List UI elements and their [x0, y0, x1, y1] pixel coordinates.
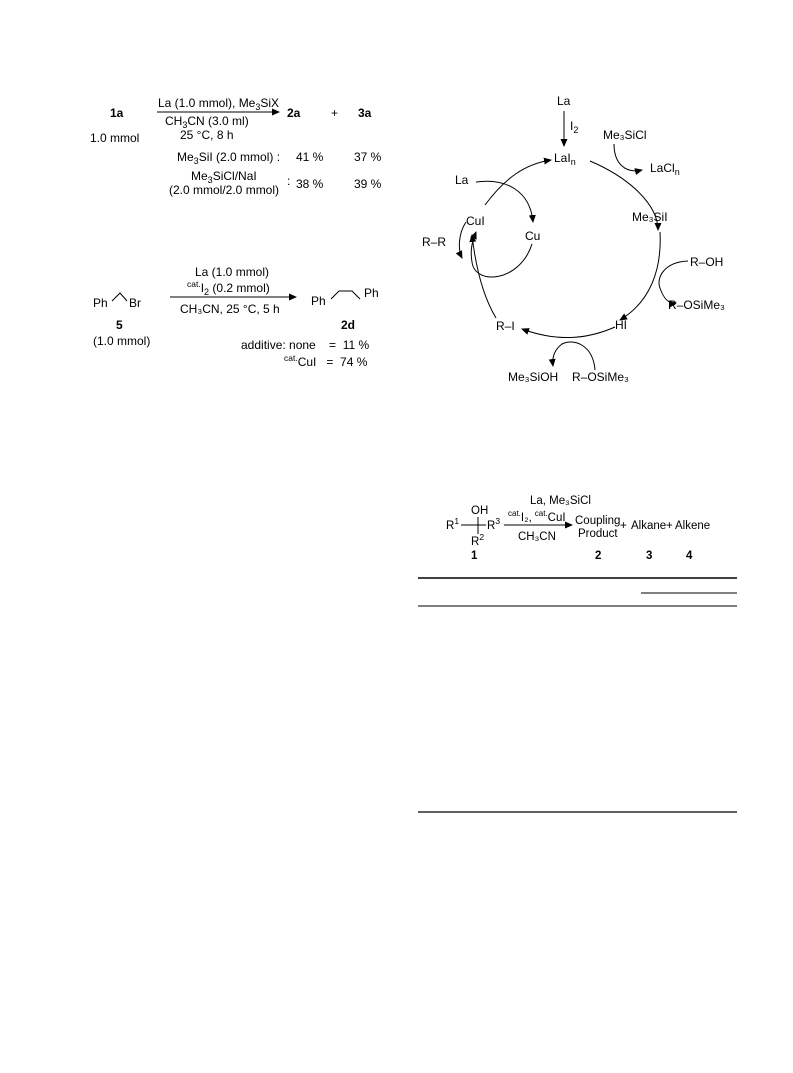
cycle-arc-me3sii-to-hi: [620, 232, 660, 320]
reactant-1a-amount: 1.0 mmol: [90, 131, 140, 145]
cycle-rosime3-bottom: R–OSiMe₃: [572, 370, 629, 384]
cycle-i2: $I_2$: [570, 119, 579, 135]
product-2d-id: 2d: [341, 318, 356, 332]
catalytic-cycle: [422, 94, 725, 384]
roh-to-rosime3-arrow: [659, 261, 688, 303]
table-rules: [418, 578, 737, 812]
product2d-bonds: [331, 291, 360, 299]
scheme3-plus-2: +: [666, 520, 673, 532]
alkane-label: Alkane: [631, 520, 667, 532]
cycle-cui: CuI: [466, 214, 485, 228]
product2d-ph-right: Ph: [364, 286, 379, 300]
cycle-la-top: La: [557, 94, 571, 108]
scheme1-plus: +: [331, 106, 339, 120]
cycle-hi: HI: [615, 318, 627, 332]
compound-id-1: 1: [471, 550, 478, 562]
scheme-1: [90, 96, 382, 197]
cycle-ri: R–I: [496, 319, 515, 333]
scheme3-condition-reagents: La, Me₃SiCl: [530, 495, 591, 507]
scheme-3: [446, 495, 710, 562]
cycle-me3sicl: Me₃SiCl: [603, 128, 647, 142]
cycle-arc-hi-to-ri: [522, 327, 615, 338]
scheme3-plus-1: +: [620, 520, 627, 532]
cycle-lain: LaI$_n$: [554, 151, 576, 167]
row1-yield-2a: 41 %: [296, 150, 324, 164]
row1-yield-3a: 37 %: [354, 150, 382, 164]
row1-reagent-label: $Me_3SiI$ (2.0 mmol) :: [177, 150, 281, 166]
product-2a: 2a: [287, 106, 301, 120]
coupling-label-line1: Coupling: [575, 515, 621, 527]
reactant5-ph: Ph: [93, 296, 108, 310]
row2-yield-2a: 38 %: [296, 177, 324, 191]
additive-none-row: additive: none = 11 %: [241, 338, 370, 352]
substrate-r3: $R^3$: [487, 516, 501, 532]
compound-id-2: 2: [595, 550, 602, 562]
reactant5-bonds: [112, 293, 127, 301]
row2-colon: :: [287, 174, 291, 188]
scheme2-condition-iodine: $^{cat.}I_2$ (0.2 mmol): [187, 279, 270, 297]
coupling-label-line2: Product: [578, 528, 618, 540]
cycle-rr: R–R: [422, 235, 447, 249]
substrate-r2: $R^2$: [471, 532, 485, 548]
cycle-arc-ri-to-cui: [472, 235, 496, 318]
product-3a: 3a: [358, 106, 372, 120]
scheme1-condition-solvent: $CH_3CN$ (3.0 ml): [165, 114, 249, 130]
reactant-5-id: 5: [116, 318, 123, 332]
scheme2-condition-solvent: CH₃CN, 25 °C, 5 h: [180, 302, 280, 316]
cycle-roh: R–OH: [690, 255, 724, 269]
scheme1-condition-reagents: La (1.0 mmol), $Me_3SiX$: [158, 96, 280, 112]
product2d-ph-left: Ph: [311, 294, 326, 308]
additive-cui-row: $^{cat.}$CuI = 74 %: [284, 353, 368, 369]
alkene-label: Alkene: [675, 520, 711, 532]
compound-id-4: 4: [686, 550, 693, 562]
scheme-2: [93, 265, 379, 369]
scheme1-condition-temp-time: 25 °C, 8 h: [180, 128, 234, 142]
scheme3-condition-catalysts: $^{cat.}$I₂, $^{cat.}$CuI: [508, 509, 566, 524]
cycle-me3sioh: Me₃SiOH: [508, 370, 559, 384]
cui-to-rr-arrow: [459, 222, 466, 258]
reactant-5-amount: (1.0 mmol): [93, 334, 151, 348]
cycle-rosime3-right: R–OSiMe₃: [668, 298, 725, 312]
cycle-cu: Cu: [525, 229, 541, 243]
row2-reagent-amounts: (2.0 mmol/2.0 mmol): [169, 183, 280, 197]
cycle-me3sii: Me₃SiI: [632, 210, 668, 224]
compound-id-3: 3: [646, 550, 653, 562]
reactant5-br: Br: [129, 296, 141, 310]
scheme3-condition-solvent: CH₃CN: [518, 531, 556, 543]
row2-yield-3a: 39 %: [354, 177, 382, 191]
reactant-1a: 1a: [110, 106, 124, 120]
scheme2-condition-la: La (1.0 mmol): [195, 265, 270, 279]
rosime3-to-me3sioh-arrow: [553, 342, 595, 370]
substrate-oh: OH: [471, 505, 489, 517]
substrate-r1: $R^1$: [446, 516, 460, 532]
cycle-la-left: La: [455, 173, 469, 187]
cycle-lacln: LaCl$_n$: [650, 161, 680, 177]
me3sicl-to-lacln-arrow: [614, 144, 642, 171]
cycle-arc-to-lain: [485, 160, 551, 205]
cu-to-cui-arrow: [471, 232, 532, 277]
row2-reagent-label: $Me_3SiCl$/NaI: [191, 169, 257, 185]
